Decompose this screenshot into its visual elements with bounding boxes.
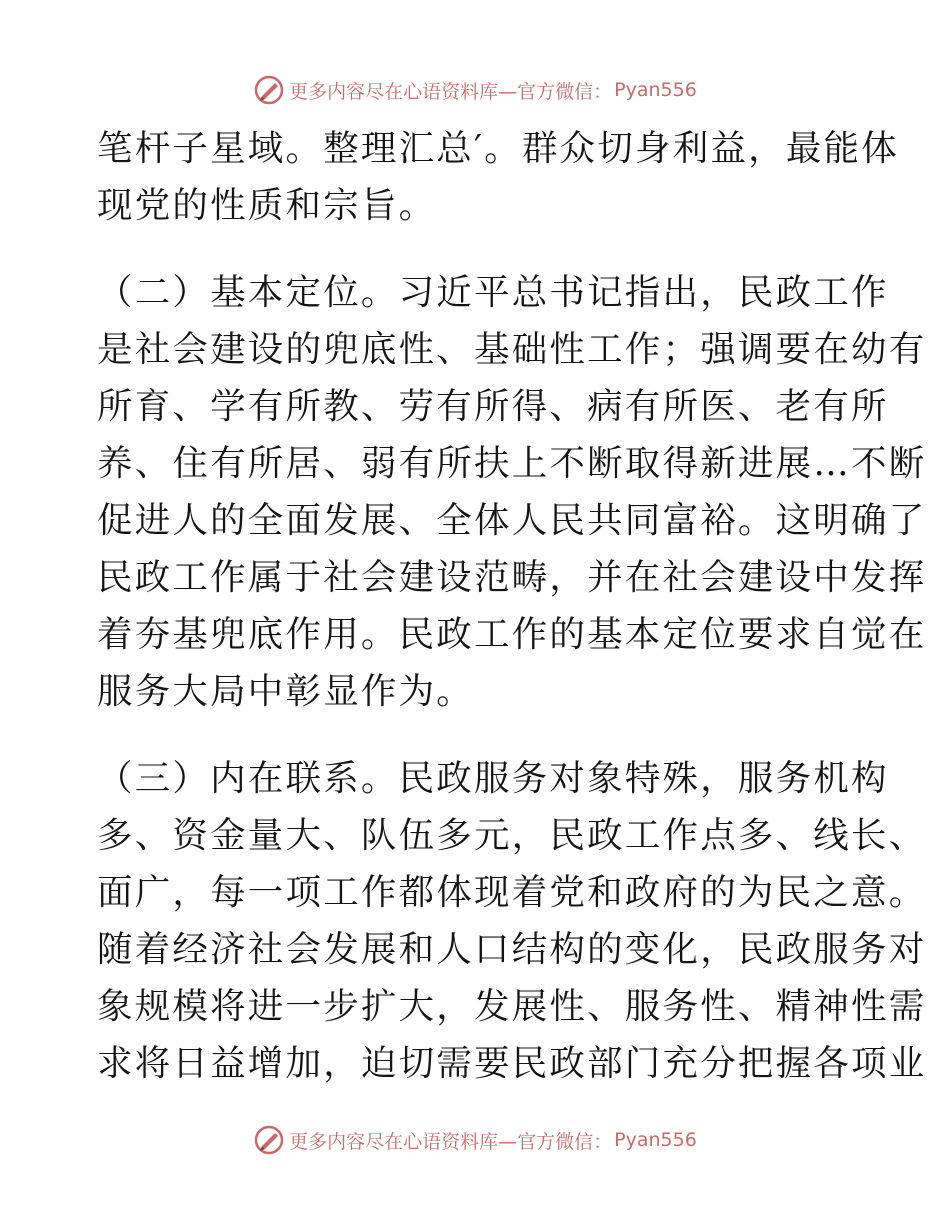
text-line: 笔杆子星域。整理汇总′。群众切身利益，最能体: [97, 128, 899, 169]
text-line: 养、住有所居、弱有所扶上不断取得新进展…不断: [97, 443, 927, 484]
header-watermark: [0, 72, 950, 108]
watermark-text: 更多内容尽在心语资料库—官方微信：: [289, 80, 613, 103]
paragraph: [97, 264, 927, 720]
paragraph: [97, 120, 899, 234]
text-line: 促进人的全面发展、全体人民共同富裕。这明确了: [97, 500, 927, 541]
text-line: 是社会建设的兜底性、基础性工作；强调要在幼有: [97, 329, 927, 370]
text-line: 求将日益增加，迫切需要民政部门充分把握各项业: [97, 1043, 927, 1084]
text-line: 现党的性质和宗旨。: [97, 185, 437, 226]
watermark-text: 更多内容尽在心语资料库—官方微信：: [289, 1130, 613, 1153]
text-line: 面广，每一项工作都体现着党和政府的为民之意。: [97, 872, 927, 913]
footer-watermark: [0, 1122, 950, 1158]
text-line: 所育、学有所教、劳有所得、病有所医、老有所: [97, 386, 889, 427]
watermark-handle: Pyan556: [614, 79, 697, 101]
watermark-logo-icon: [253, 74, 285, 106]
watermark-logo-icon: [253, 1124, 285, 1156]
text-line: 着夯基兜底作用。民政工作的基本定位要求自觉在: [97, 614, 927, 655]
text-line: （三）内在联系。民政服务对象特殊，服务机构: [97, 758, 889, 799]
text-line: 多、资金量大、队伍多元，民政工作点多、线长、: [97, 815, 927, 856]
text-line: 服务大局中彰显作为。: [97, 671, 475, 712]
text-line: 民政工作属于社会建设范畴，并在社会建设中发挥: [97, 557, 927, 598]
text-line: 象规模将进一步扩大，发展性、服务性、精神性需: [97, 986, 927, 1027]
watermark-handle: Pyan556: [614, 1129, 697, 1151]
text-line: 随着经济社会发展和人口结构的变化，民政服务对: [97, 929, 927, 970]
paragraph: [97, 750, 927, 1092]
document-body: [97, 120, 927, 1092]
text-line: （二）基本定位。习近平总书记指出，民政工作: [97, 272, 889, 313]
